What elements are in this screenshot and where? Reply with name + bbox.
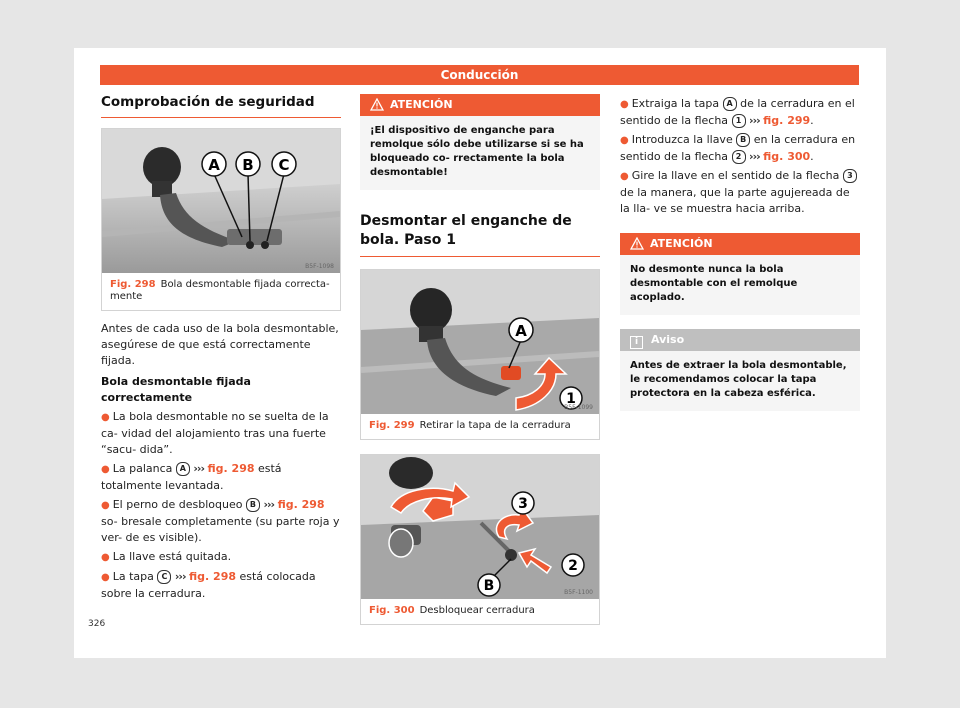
- list-item: ● La bola desmontable no se suelta de la ca- vidad del alojamiento tras una fuerte “sacu- dida”.: [101, 410, 329, 456]
- column-3: [620, 94, 860, 411]
- page-number: 326: [88, 619, 106, 629]
- figure-number: Fig. 299: [369, 420, 415, 431]
- bullet-icon: ●: [101, 552, 110, 563]
- callout-circle: 1: [732, 114, 746, 128]
- fig298-label-a: A: [208, 156, 220, 174]
- fig300-label-b: B: [483, 578, 495, 594]
- section-title: Desmontar el enganche de bola. Paso 1: [360, 212, 600, 257]
- figure-caption: [361, 414, 599, 439]
- figure-caption-text: Bola desmontable fijada correcta- mente: [110, 279, 330, 302]
- tow-hitch-illustration: [102, 129, 340, 273]
- figure-299: [360, 269, 600, 440]
- warning-body: ¡El dispositivo de enganche para remolque sólo debe utilizarse si se ha bloqueado co- rrectamente la bola desmontable!: [370, 125, 584, 178]
- warning-triangle-icon: [630, 237, 644, 250]
- list-item: ● Gire la llave en el sentido de la flecha 3 de la manera, que la parte agujereada de la lla- ve se muestra hacia arriba.: [620, 168, 860, 217]
- callout-circle: 2: [732, 150, 746, 164]
- bullet-icon: ●: [101, 412, 110, 423]
- figure-link[interactable]: fig. 298: [207, 462, 255, 475]
- bullet-icon: ●: [620, 99, 629, 110]
- warning-header: [620, 233, 860, 255]
- figure-link[interactable]: fig. 298: [277, 498, 325, 511]
- warning-triangle-icon: [370, 98, 384, 111]
- arrows-icon: ›››: [263, 498, 275, 511]
- arrows-icon: ›››: [749, 114, 760, 127]
- bullet-icon: ●: [101, 464, 110, 475]
- chapter-header: Conducción: [100, 65, 859, 85]
- list-item: ● Extraiga la tapa A de la cerradura en el sentido de la flecha 1 ››› fig. 299.: [620, 97, 855, 127]
- figure-298-image: [102, 129, 340, 273]
- warning-box: [620, 233, 860, 315]
- lock-cover-illustration: [361, 270, 599, 414]
- fig298-label-c: C: [278, 156, 290, 174]
- callout-circle: B: [246, 498, 260, 512]
- warning-title: ATENCIÓN: [390, 98, 453, 111]
- fig300-label-3: 3: [518, 496, 528, 512]
- fig299-label-1: 1: [566, 391, 576, 407]
- fig299-label-a: A: [515, 322, 527, 340]
- bullet-icon: ●: [620, 171, 629, 182]
- note-body: Antes de extraer la bola desmontable, le recomendamos colocar la tapa protectora en la cabeza esférica.: [630, 360, 847, 399]
- intro-paragraph: Antes de cada uso de la bola desmontable, asegúrese de que está correctamente fijada.: [101, 322, 339, 367]
- figure-caption-text: Desbloquear cerradura: [419, 605, 535, 616]
- bullet-icon: ●: [101, 572, 110, 583]
- list-item: ● La tapa C ››› fig. 298 está colocada sobre la cerradura.: [101, 570, 316, 600]
- callout-circle: B: [736, 133, 750, 147]
- figure-code: B5F-1098: [305, 263, 334, 270]
- bullet-icon: ●: [620, 135, 629, 146]
- list-item: ● La palanca A ››› fig. 298 está totalmente levantada.: [101, 462, 282, 492]
- column-2: [360, 94, 600, 625]
- callout-circle: A: [176, 462, 190, 476]
- warning-box: [360, 94, 600, 190]
- warning-title: ATENCIÓN: [650, 237, 713, 250]
- callout-circle: A: [723, 97, 737, 111]
- section-title: Comprobación de seguridad: [101, 94, 341, 118]
- list-item: ● El perno de desbloqueo B ››› fig. 298 so- bresale completamente (su parte roja y ver- de es visible).: [101, 498, 340, 544]
- figure-code: B5F-1100: [564, 589, 593, 596]
- bullet-icon: ●: [101, 500, 110, 511]
- note-title: Aviso: [651, 333, 685, 346]
- figure-link[interactable]: fig. 298: [189, 570, 236, 583]
- figure-number: Fig. 300: [369, 605, 415, 616]
- figure-link[interactable]: fig. 300: [763, 150, 811, 163]
- list-item: ● La llave está quitada.: [101, 550, 232, 563]
- figure-number: Fig. 298: [110, 279, 156, 290]
- warning-header: [360, 94, 600, 116]
- warning-body: No desmonte nunca la bola desmontable con el remolque acoplado.: [630, 264, 798, 303]
- figure-298: [101, 128, 341, 311]
- figure-300-image: [361, 455, 599, 599]
- list-item: ● Introduzca la llave B en la cerradura en sentido de la flecha 2 ››› fig. 300.: [620, 133, 856, 163]
- figure-caption: [361, 599, 599, 624]
- arrows-icon: ›››: [749, 150, 760, 163]
- column-1: [101, 94, 341, 602]
- callout-circle: 3: [843, 169, 857, 183]
- subheading: Bola desmontable fijada correctamente: [101, 375, 251, 404]
- note-box: [620, 329, 860, 411]
- unlock-illustration: [361, 455, 599, 599]
- arrows-icon: ›››: [174, 570, 186, 583]
- figure-299-image: [361, 270, 599, 414]
- arrows-icon: ›››: [193, 462, 204, 475]
- info-icon: i: [630, 336, 643, 349]
- figure-link[interactable]: fig. 299: [763, 114, 811, 127]
- figure-300: [360, 454, 600, 625]
- callout-circle: C: [157, 570, 171, 584]
- figure-code: B5F-1099: [564, 404, 593, 411]
- note-header: [620, 329, 860, 351]
- figure-caption-text: Retirar la tapa de la cerradura: [419, 420, 571, 431]
- figure-caption: [102, 273, 340, 310]
- fig298-label-b: B: [242, 156, 254, 174]
- fig300-label-2: 2: [568, 558, 578, 574]
